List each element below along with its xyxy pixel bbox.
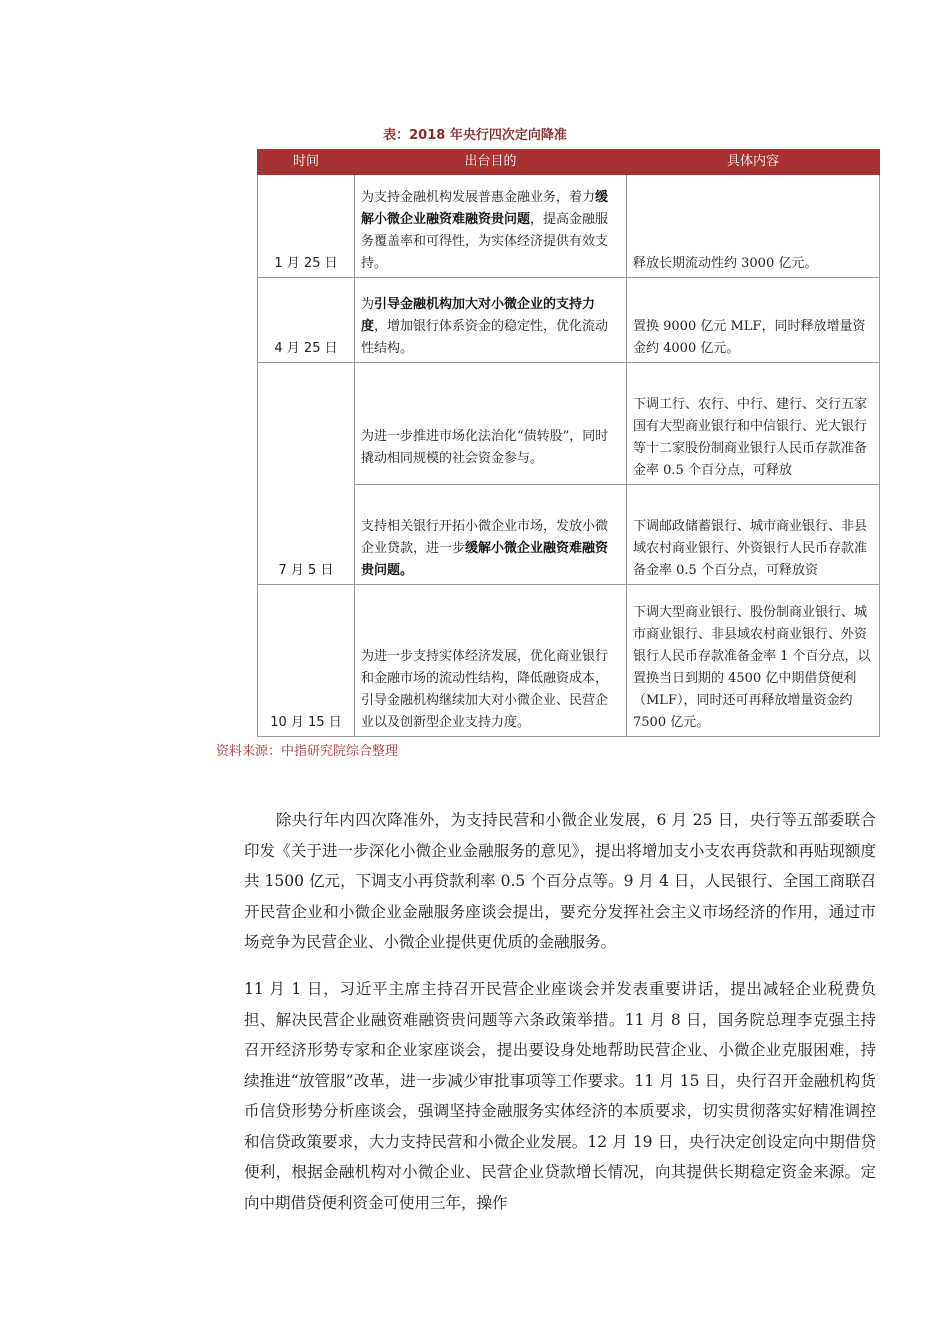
header-purpose: 出台目的 xyxy=(355,150,627,175)
time-cell: 10 月 15 日 xyxy=(258,585,355,737)
content-cell: 释放长期流动性约 3000 亿元。 xyxy=(627,175,880,278)
content-cell: 下调工行、农行、中行、建行、交行五家国有大型商业银行和中信银行、光大银行等十二家股份制商业银行人民币存款准备金率 0.5 个百分点，可释放 xyxy=(627,363,880,485)
purpose-cell: 为进一步推进市场化法治化“债转股”，同时撬动相同规模的社会资金参与。 xyxy=(355,363,627,485)
purpose-text: ，提高金融服务覆盖率和可得性，为实体经济提供有效支持。 xyxy=(361,212,609,271)
purpose-cell: 为进一步支持实体经济发展，优化商业银行和金融市场的流动性结构，降低融资成本，引导金融机构继续加大对小微企业、民营企业以及创新型企业支持力度。 xyxy=(355,585,627,737)
purpose-cell xyxy=(355,175,627,278)
purpose-emphasis: 引导金融机构加大对小微企业的支持力度 xyxy=(361,297,596,334)
purpose-emphasis: 缓解小微企业融资难融资贵问题 xyxy=(361,190,609,227)
time-cell: 7 月 5 日 xyxy=(258,363,355,585)
content-cell: 下调大型商业银行、股份制商业银行、城市商业银行、非县域农村商业银行、外资银行人民币存款准备金率 1 个百分点，以置换当日到期的 4500 亿中期借贷便利（MLF），同时还可再释放增量资金约 7500 亿元。 xyxy=(627,585,880,737)
header-time: 时间 xyxy=(258,150,355,175)
time-cell: 1 月 25 日 xyxy=(258,175,355,278)
purpose-text: 支持相关银行开拓小微企业市场，发放小微企业贷款，进一步 xyxy=(361,519,609,556)
table-row xyxy=(258,585,880,737)
content-cell: 下调邮政储蓄银行、城市商业银行、非县域农村商业银行、外资银行人民币存款准备金率 0.5 个百分点，可释放资 xyxy=(627,485,880,585)
purpose-cell xyxy=(355,278,627,363)
body-paragraph: 除央行年内四次降准外，为支持民营和小微企业发展，6 月 25 日，央行等五部委联合印发《关于进一步深化小微企业金融服务的意见》，提出将增加支小支农再贷款和再贴现额度共 1500 亿元，下调支小再贷款利率 0.5 个百分点等。9 月 4 日，人民银行、全国工商联召开民营企业和小微企业金融服务座谈会提出，要充分发挥社会主义市场经济的作用，通过市场竞争为民营企业、小微企业提供更优质的金融服务。 xyxy=(244,811,876,951)
table-header-row xyxy=(258,150,880,175)
source-note: 资料来源：中指研究院综合整理 xyxy=(216,744,399,759)
table-row xyxy=(258,278,880,363)
table-row xyxy=(258,175,880,278)
purpose-text: 为 xyxy=(361,297,375,312)
purpose-emphasis: 缓解小微企业融资难融资贵问题。 xyxy=(361,541,609,578)
purpose-cell xyxy=(355,485,627,585)
body-paragraph: 11 月 1 日，习近平主席主持召开民营企业座谈会并发表重要讲话，提出减轻企业税费负担、解决民营企业融资难融资贵问题等六条政策举措。11 月 8 日，国务院总理李克强主持召开经济形势专家和企业家座谈会，提出要设身处地帮助民营企业、小微企业克服困难，持续推进“放管服”改革，进一步减少审批事项等工作要求。11 月 15 日，央行召开金融机构货币信贷形势分析座谈会，强调坚持金融服务实体经济的本质要求，切实贯彻落实好精准调控和信贷政策要求，大力支持民营和小微企业发展。12 月 19 日，央行决定创设定向中期借贷便利，根据金融机构对小微企业、民营企业贷款增长情况，向其提供长期稳定资金来源。定向中期借贷便利资金可使用三年，操作 xyxy=(244,980,876,1212)
time-cell: 4 月 25 日 xyxy=(258,278,355,363)
table-caption: 表：2018 年央行四次定向降准 xyxy=(383,128,567,143)
purpose-text: 为支持金融机构发展普惠金融业务，着力 xyxy=(361,190,596,205)
content-cell: 置换 9000 亿元 MLF，同时释放增量资金约 4000 亿元。 xyxy=(627,278,880,363)
table-row xyxy=(258,363,880,485)
rrr-cut-table xyxy=(257,149,880,737)
header-content: 具体内容 xyxy=(627,150,880,175)
purpose-text: ，增加银行体系资金的稳定性，优化流动性结构。 xyxy=(361,319,609,356)
